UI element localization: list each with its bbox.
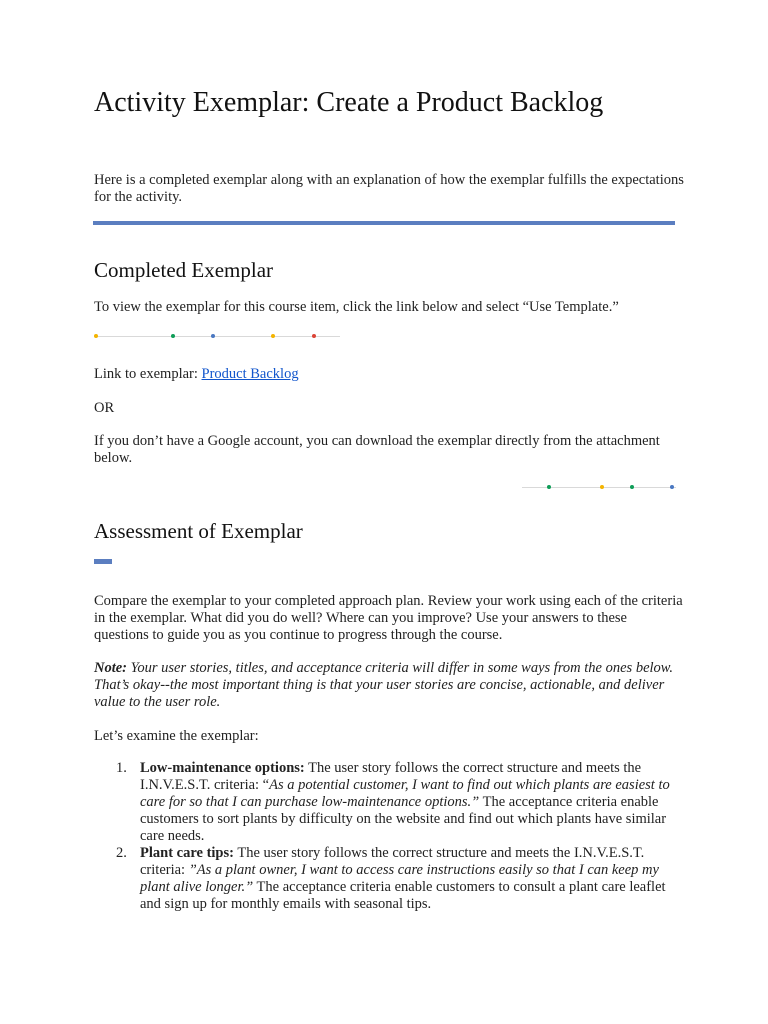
exemplar-link-line: [94, 366, 684, 383]
section-heading-assessment: Assessment of Exemplar: [94, 519, 303, 543]
dot-yellow: [271, 334, 275, 338]
download-note: If you don’t have a Google account, you can download the exemplar directly from the attachment below.: [94, 433, 660, 466]
dot-yellow: [94, 334, 98, 338]
note-label: Note:: [94, 660, 128, 676]
examine-text: Let’s examine the exemplar:: [94, 728, 259, 744]
list-item-number: 2.: [116, 845, 127, 861]
product-backlog-link[interactable]: Product Backlog: [201, 366, 299, 382]
list-item-number: 1.: [116, 760, 127, 776]
section-accent-bar: [94, 559, 112, 564]
list-item: [94, 760, 684, 845]
section-divider: [93, 221, 675, 225]
list-item: [94, 845, 684, 913]
link-prefix: Link to exemplar:: [94, 366, 202, 382]
list-item-quote: ”As a plant owner, I want to access care instructions easily so that I can keep my plant alive longer.”: [140, 862, 659, 895]
exemplar-instruction: To view the exemplar for this course item, click the link below and select “Use Template.”: [94, 299, 619, 315]
compare-paragraph: Compare the exemplar to your completed approach plan. Review your work using each of the criteria in the exemplar. What did you do well? Where can you improve? Use your answers to these questions to guide you as you continue to progress through the course.: [94, 593, 683, 643]
list-item-label: Plant care tips:: [140, 845, 234, 861]
list-item-quote: As a potential customer, I want to find out which plants are easiest to care for so that I can purchase low-maintenance options.”: [140, 777, 670, 810]
exemplar-criteria-list: [94, 760, 684, 913]
or-text: OR: [94, 400, 115, 416]
note-paragraph: [94, 660, 684, 711]
dot-yellow: [600, 485, 604, 489]
section-heading-completed-exemplar: Completed Exemplar: [94, 258, 274, 282]
dot-green: [171, 334, 175, 338]
list-item-text: The user story follows the correct structure and meets the I.N.V.E.S.T. criteria:: [140, 845, 645, 878]
dot-blue: [211, 334, 215, 338]
note-text: Your user stories, titles, and acceptance criteria will differ in some ways from the ones below. That’s okay--the most important thing is that your user stories are concise, actionable, and deliver value to the user role.: [94, 660, 674, 710]
list-item-label: Low-maintenance options:: [140, 760, 305, 776]
page-title: Activity Exemplar: Create a Product Backlog: [94, 87, 604, 118]
dot-blue: [670, 485, 674, 489]
decorative-dots-divider: [94, 334, 340, 340]
dot-green: [630, 485, 634, 489]
decorative-dots-divider: [522, 485, 676, 491]
list-item-text: The acceptance criteria enable customers to consult a plant care leaflet and sign up for monthly emails with seasonal tips.: [140, 879, 666, 912]
list-item-text: The acceptance criteria enable customers to sort plants by difficulty on the website and find out which plants have similar care needs.: [140, 794, 667, 844]
list-item-text: The user story follows the correct structure and meets the I.N.V.E.S.T. criteria: “: [140, 760, 642, 793]
intro-paragraph: Here is a completed exemplar along with an explanation of how the exemplar fulfills the expectations for the activity.: [94, 172, 684, 205]
dot-red: [312, 334, 316, 338]
dot-green: [547, 485, 551, 489]
